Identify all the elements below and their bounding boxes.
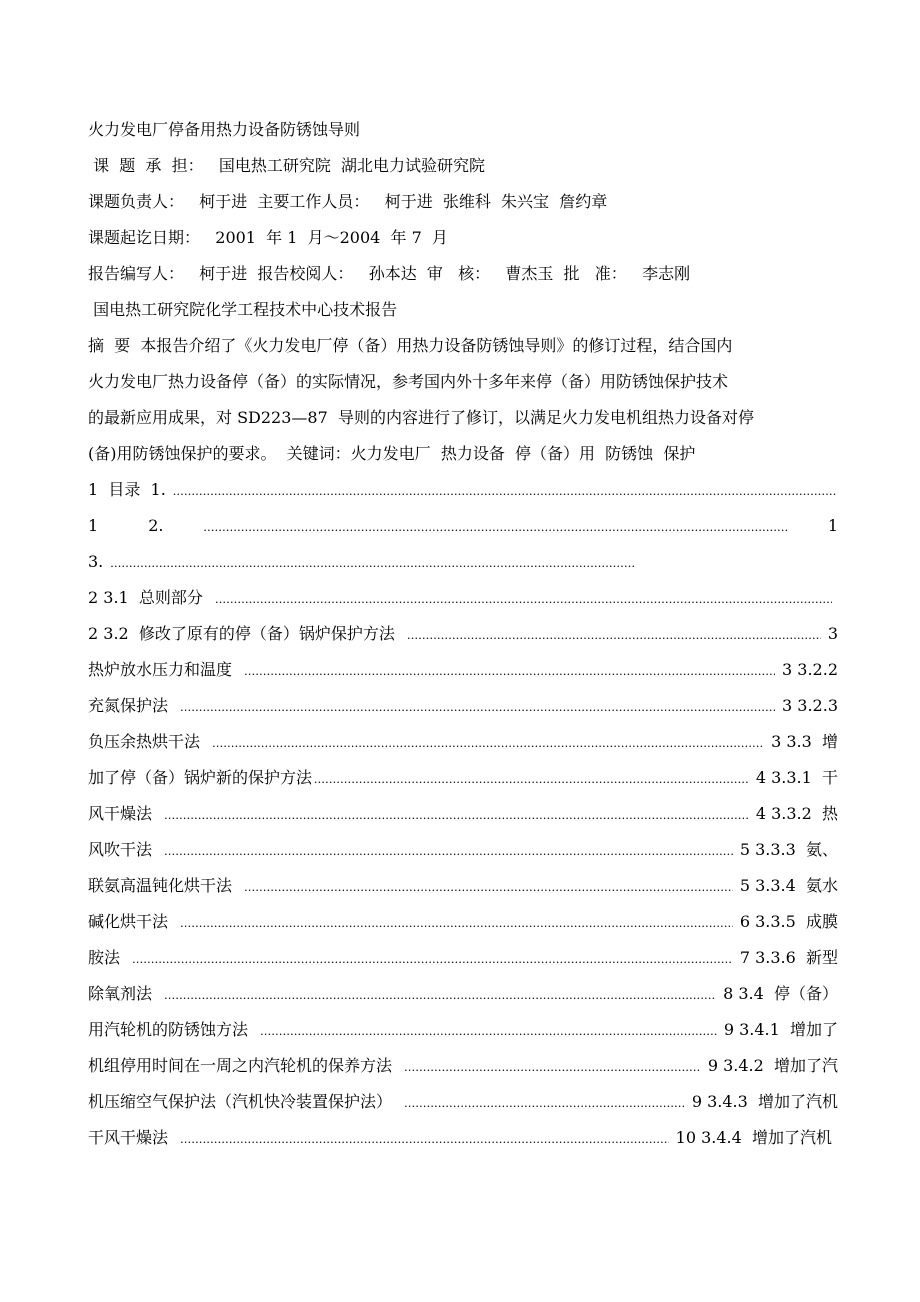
toc-leader-dots <box>212 733 764 753</box>
toc-entry-label: 充氮保护法 <box>88 696 179 715</box>
toc-entry-label: 加了停（备）锅炉新的保护方法 <box>88 768 313 787</box>
toc-entry-label: 机组停用时间在一周之内汽轮机的保养方法 <box>88 1056 403 1075</box>
toc-row <box>88 840 838 861</box>
toc-row <box>88 1056 838 1077</box>
toc-entry-label: 风吹干法 <box>88 840 163 859</box>
toc-entry-trail: 8 3.4 停（备） <box>718 984 838 1003</box>
toc-entry-label: 除氧剂法 <box>88 984 163 1003</box>
toc-leader-dots <box>244 877 733 897</box>
toc-entry-trail: 3 <box>822 624 838 643</box>
toc-page-number: 1 <box>88 516 99 535</box>
toc-row <box>88 732 838 753</box>
toc-entry-label: 热炉放水压力和温度 <box>88 660 243 679</box>
toc-entry-trail: 5 3.3.3 氨、 <box>734 840 838 859</box>
toc-entry-label: 胺法 <box>88 948 131 967</box>
toc-entry-label: 2 3.2 修改了原有的停（备）锅炉保护方法 <box>88 624 406 643</box>
toc-entry-trail: 6 3.3.5 成膜 <box>734 912 838 931</box>
toc-row <box>88 948 838 969</box>
toc-entry-label: 风干燥法 <box>88 804 163 823</box>
toc-row <box>88 876 838 897</box>
toc-leader-dots <box>404 1093 685 1113</box>
doc-title: 火力发电厂停备用热力设备防锈蚀导则 <box>88 120 361 139</box>
toc-leader-dots <box>164 805 749 825</box>
toc-entry-label: 干风干燥法 <box>88 1128 179 1147</box>
toc-leader-dots <box>215 589 832 609</box>
toc-leader-dots <box>173 481 836 501</box>
toc-entry-label: 负压余热烘干法 <box>88 732 211 751</box>
toc-row <box>88 912 838 933</box>
toc-leader-dots <box>244 661 775 681</box>
toc-leader-dots <box>164 841 733 861</box>
toc-entry-label: 联氨高温钝化烘干法 <box>88 876 243 895</box>
toc-leader-dots <box>407 625 821 645</box>
toc-entry-label: 碱化烘干法 <box>88 912 179 931</box>
toc-entry-trail: 9 3.4.3 增加了汽机 <box>686 1092 838 1111</box>
toc-entry-label: 1 目录 1. <box>88 480 171 499</box>
toc-row <box>88 516 838 537</box>
toc-entry-trail: 9 3.4.1 增加了 <box>718 1020 838 1039</box>
toc-row <box>88 480 838 501</box>
toc-entry-label: 2. <box>148 516 164 535</box>
toc-entry-trail: 3 3.2.2 <box>776 660 838 679</box>
toc-entry-trail: 7 3.3.6 新型 <box>734 948 838 967</box>
toc-row <box>88 696 838 717</box>
toc-page-number: 1 <box>827 516 838 535</box>
toc-leader-dots <box>404 1057 701 1077</box>
toc-leader-dots <box>164 985 716 1005</box>
leader-line: 课题负责人： 柯于进 主要工作人员： 柯于进 张维科 朱兴宝 詹约章 <box>88 192 608 211</box>
toc-leader-dots <box>110 553 634 573</box>
toc-entry-trail: 4 3.3.1 干 <box>750 768 838 787</box>
center-line: 国电热工研究院化学工程技术中心技术报告 <box>88 300 398 319</box>
staff-line: 报告编写人： 柯于进 报告校阅人： 孙本达 审 核： 曹杰玉 批 准： 李志刚 <box>88 264 691 283</box>
toc-entry-trail: 10 3.4.4 增加了汽机 <box>670 1128 832 1147</box>
abstract-line: 的最新应用成果，对 SD223—87 导则的内容进行了修订，以满足火力发电机组热力设备对停 <box>88 408 754 427</box>
toc-entry-label: 用汽轮机的防锈蚀方法 <box>88 1020 259 1039</box>
toc-leader-dots <box>180 1129 668 1149</box>
toc-leader-dots <box>203 517 787 537</box>
abstract-line: 摘 要 本报告介绍了《火力发电厂停（备）用热力设备防锈蚀导则》的修订过程，结合国内 <box>88 336 733 355</box>
toc-leader-dots <box>260 1021 717 1041</box>
toc-row <box>88 1128 832 1149</box>
toc-row <box>88 624 838 645</box>
toc-entry-label: 3. <box>88 552 109 571</box>
toc-entry-label: 机压缩空气保护法（汽机快冷装置保护法） <box>88 1092 403 1111</box>
toc-row <box>88 552 636 573</box>
toc-row <box>88 804 838 825</box>
toc-entry-trail: 5 3.3.4 氨水 <box>734 876 838 895</box>
toc-row <box>88 1092 838 1113</box>
toc-row <box>88 768 838 789</box>
dates-line: 课题起讫日期： 2001 年 1 月～2004 年 7 月 <box>88 228 448 247</box>
toc-entry-trail: 3 3.2.3 <box>776 696 838 715</box>
abstract-line: 火力发电厂热力设备停（备）的实际情况，参考国内外十多年来停（备）用防锈蚀保护技术 <box>88 372 729 391</box>
toc-leader-dots <box>314 769 749 789</box>
toc-leader-dots <box>180 913 733 933</box>
toc-row <box>88 984 838 1005</box>
toc-row <box>88 588 834 609</box>
undertaker-line: 课 题 承 担： 国电热工研究院 湖北电力试验研究院 <box>88 156 486 175</box>
toc-leader-dots <box>180 697 775 717</box>
toc-row <box>88 660 838 681</box>
toc-row <box>88 1020 838 1041</box>
toc-entry-trail: 4 3.3.2 热 <box>750 804 838 823</box>
toc-leader-dots <box>132 949 733 969</box>
abstract-line: (备)用防锈蚀保护的要求。 关键词：火力发电厂 热力设备 停（备）用 防锈蚀 保护 <box>88 444 696 463</box>
toc-entry-trail: 9 3.4.2 增加了汽 <box>702 1056 838 1075</box>
toc-entry-trail: 3 3.3 增 <box>766 732 838 751</box>
toc-entry-label: 2 3.1 总则部分 <box>88 588 214 607</box>
